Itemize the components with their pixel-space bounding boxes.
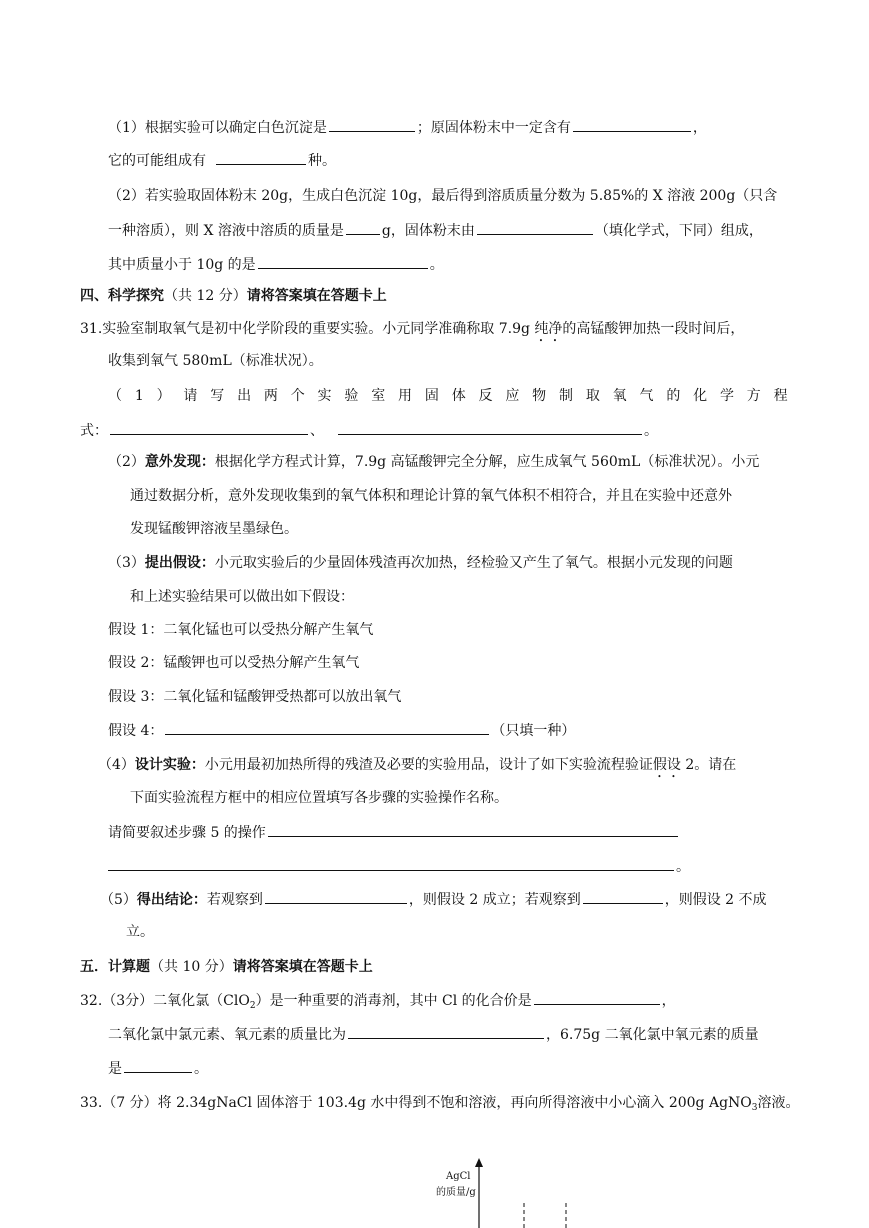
- hypothesis-3: [108, 687, 401, 707]
- text: ，: [661, 993, 676, 1009]
- text: （2）若实验取固体粉末 20g，生成白色沉淀 10g，最后得到溶质质量分数为 5.85%的 X 溶液 200g（只含: [108, 188, 778, 204]
- text: 根据化学方程式计算，7.9g 高锰酸钾完全分解，应生成氧气 560mL（标准状况）。小元: [214, 454, 760, 470]
- q31-sub2-line-2: [130, 486, 732, 506]
- char: 写: [210, 388, 225, 404]
- text: 33.（7 分）将 2.34gNaCl 固体溶于 103.4g 水中得到不饱和溶液，再向所得溶液中小心滴入 200g AgNO: [80, 1095, 752, 1111]
- text: ，: [692, 120, 707, 136]
- subscript: 3: [751, 1103, 758, 1113]
- text: 。: [429, 257, 444, 273]
- text: 其中质量小于 10g 的是: [108, 257, 256, 273]
- text: 。: [194, 1061, 208, 1077]
- text: g，固体粉末由: [381, 223, 475, 239]
- emphasis-text: 假设: [652, 757, 681, 773]
- text: 2。请在: [680, 757, 737, 773]
- text: 31.实验室制取氧气是初中化学阶段的重要实验。小元同学准确称取 7.9g: [80, 321, 535, 337]
- answer-blank[interactable]: [346, 220, 380, 235]
- char: （: [108, 388, 122, 404]
- q33-line-1: [80, 1093, 800, 1118]
- text: 若观察到: [206, 892, 263, 908]
- heading-points: （共 12 分）: [164, 288, 247, 304]
- text: 小元取实验后的少量固体残渣再次加热，经检验又产生了氧气。根据小元发现的问题: [214, 555, 733, 571]
- text: 一种溶质），则 X 溶液中溶质的质量是: [108, 223, 344, 239]
- text: 式：: [80, 423, 108, 439]
- bold-label: 设计实验：: [134, 757, 205, 773]
- graph-axes: [420, 1155, 620, 1228]
- subscript: 2: [249, 1001, 256, 1011]
- text: 种。: [308, 153, 336, 169]
- text: 假设 1：二氧化锰也可以受热分解产生氧气: [108, 622, 374, 638]
- text: 请简要叙述步骤 5 的操作: [108, 825, 266, 841]
- text: 通过数据分析，意外发现收集到的氧气体积和理论计算的氧气体积不相符合，并且在实验中还意外: [130, 488, 732, 504]
- text: 它的可能组成有: [108, 153, 206, 169]
- char: 出: [237, 388, 252, 404]
- text: ）是一种重要的消毒剂，其中 Cl 的化合价是: [255, 993, 532, 1009]
- hypothesis-2: [108, 653, 359, 673]
- q32-line-3: [108, 1058, 208, 1079]
- answer-blank[interactable]: [216, 150, 306, 165]
- text: 发现锰酸钾溶液呈墨绿色。: [130, 521, 298, 537]
- char: ）: [156, 388, 171, 404]
- q30-line-5: [108, 254, 444, 275]
- hypothesis-4: [108, 720, 575, 741]
- char: 化: [693, 388, 708, 404]
- char: 1: [134, 388, 144, 404]
- answer-blank[interactable]: [338, 420, 642, 435]
- bold-label: 意外发现：: [144, 454, 215, 470]
- char: 验: [344, 388, 359, 404]
- text: （1）根据实验可以确定白色沉淀是: [108, 120, 327, 136]
- q31-sub5-line-2: [126, 922, 154, 942]
- text: 二氧化氯中氯元素、氧元素的质量比为: [108, 1027, 346, 1043]
- char: 体: [451, 388, 466, 404]
- y-axis-arrow: [475, 1158, 483, 1167]
- q31-sub1-answer: [80, 420, 658, 441]
- char: 室: [371, 388, 386, 404]
- text: 下面实验流程方框中的相应位置填写各步骤的实验操作名称。: [130, 790, 508, 806]
- q30-line-4: [108, 220, 763, 241]
- text: 和上述实验结果可以做出如下假设：: [130, 589, 354, 605]
- answer-blank[interactable]: [108, 856, 674, 871]
- hypothesis-1: [108, 620, 373, 640]
- char: 学: [719, 388, 734, 404]
- y-axis-label: AgCl: [446, 1171, 471, 1182]
- text: 溶液。: [757, 1095, 800, 1111]
- heading-points: （共 10 分）: [150, 959, 233, 975]
- text: （4）: [98, 757, 135, 773]
- answer-blank[interactable]: [165, 720, 489, 735]
- text: 是: [108, 1061, 122, 1077]
- q31-sub4-line-4: [108, 856, 690, 877]
- heading-title: 五．计算题: [80, 959, 150, 975]
- char: 应: [505, 388, 520, 404]
- text: （填化学式，下同）组成，: [594, 223, 763, 239]
- text: ，则假设 2 不成: [664, 892, 767, 908]
- text: 假设 2：锰酸钾也可以受热分解产生氧气: [108, 655, 360, 671]
- char: 的: [666, 388, 681, 404]
- char: 氧: [612, 388, 627, 404]
- q31-sub2-line-3: [130, 519, 298, 539]
- section-heading-5: [80, 957, 373, 977]
- q31-sub5-line-1: [100, 889, 767, 910]
- char: 物: [532, 388, 547, 404]
- answer-blank[interactable]: [477, 220, 593, 235]
- heading-note: 请将答案填在答题卡上: [246, 288, 387, 304]
- text: 收集到氧气 580mL（标准状况）。: [108, 353, 323, 369]
- text: （3）: [108, 555, 145, 571]
- char: 个: [290, 388, 305, 404]
- emphasis-text: 纯净: [534, 321, 563, 337]
- answer-blank[interactable]: [583, 889, 663, 904]
- char: 取: [585, 388, 600, 404]
- char: 用: [398, 388, 413, 404]
- answer-blank[interactable]: [124, 1058, 192, 1073]
- heading-title: 四、科学探究: [80, 288, 164, 304]
- answer-blank[interactable]: [348, 1024, 544, 1039]
- text: ，6.75g 二氧化氯中氧元素的质量: [546, 1027, 759, 1043]
- char: 程: [773, 388, 788, 404]
- text: （5）: [100, 892, 137, 908]
- bold-label: 提出假设：: [144, 555, 215, 571]
- q30-line-1: [108, 117, 707, 138]
- q31-sub1-line: [108, 386, 788, 406]
- text: ；原固体粉末中一定含有: [416, 120, 571, 136]
- answer-blank[interactable]: [110, 420, 308, 435]
- char: 方: [746, 388, 761, 404]
- q31-sub3-line-2: [130, 587, 354, 607]
- char: 反: [478, 388, 493, 404]
- q31-sub4-line-1: [98, 755, 736, 781]
- q31-line-1: [80, 319, 744, 345]
- char: 制: [559, 388, 573, 404]
- answer-blank[interactable]: [268, 822, 678, 837]
- text: 。: [676, 859, 690, 875]
- bold-label: 得出结论：: [136, 892, 207, 908]
- answer-blank[interactable]: [258, 254, 428, 269]
- text: 的高锰酸钾加热一段时间后，: [562, 321, 745, 337]
- text: （2）: [108, 454, 145, 470]
- text: （只填一种）: [491, 723, 576, 739]
- text: 立。: [126, 924, 154, 940]
- char: 固: [424, 388, 439, 404]
- text: 假设 3：二氧化锰和锰酸钾受热都可以放出氧气: [108, 689, 402, 705]
- text: 假设 4：: [108, 723, 164, 739]
- section-heading-4: [80, 286, 387, 306]
- answer-blank[interactable]: [265, 889, 407, 904]
- q30-line-2: [108, 150, 336, 171]
- q31-sub2-line-1: [108, 452, 759, 472]
- char: 请: [183, 388, 198, 404]
- q31-line-2: [108, 351, 323, 371]
- agcl-graph: [420, 1155, 620, 1228]
- char: 两: [263, 388, 278, 404]
- char: 气: [639, 388, 654, 404]
- answer-blank[interactable]: [534, 990, 660, 1005]
- text: 32.（3分）二氧化氯（ClO: [80, 993, 250, 1009]
- q30-line-3: [108, 186, 777, 206]
- text: 、: [310, 423, 324, 439]
- text: 小元用最初加热所得的残渣及必要的实验用品，设计了如下实验流程验证: [204, 757, 653, 773]
- q31-sub3-line-1: [108, 553, 733, 573]
- y-axis-unit-label: 的质量/g: [436, 1187, 476, 1198]
- char: 实: [317, 388, 332, 404]
- q31-sub4-line-2: [130, 788, 508, 808]
- text: 。: [644, 423, 658, 439]
- q32-line-1: [80, 990, 676, 1016]
- answer-blank[interactable]: [329, 117, 415, 132]
- text: ，则假设 2 成立；若观察到: [408, 892, 581, 908]
- answer-blank[interactable]: [573, 117, 691, 132]
- heading-note: 请将答案填在答题卡上: [232, 959, 373, 975]
- q32-line-2: [108, 1024, 759, 1045]
- q31-sub4-line-3: [108, 822, 680, 843]
